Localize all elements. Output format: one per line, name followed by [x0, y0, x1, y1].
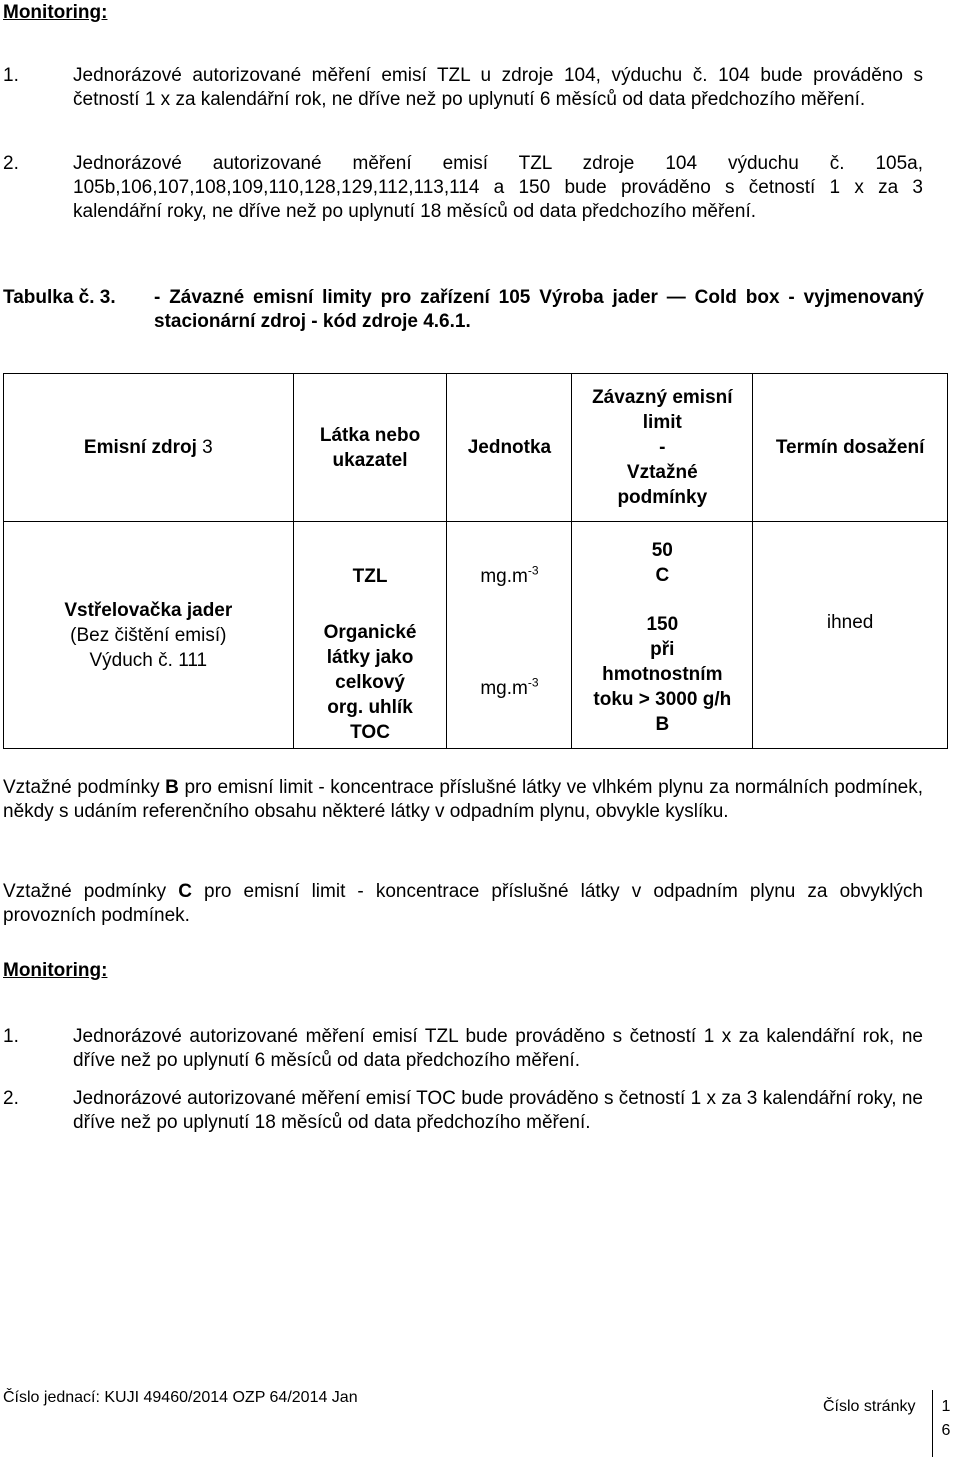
note-c-key: C [178, 881, 192, 902]
bottom-item-2-text: Jednorázové autorizované měření emisí TOC bude prováděno s četností 1 x za 3 kalendářní roky, ne dříve než po uplynutí 18 měsíců od data předchozího měření. [73, 1088, 923, 1133]
substance-cell [293, 522, 447, 749]
unit-tzl-sup: -3 [527, 563, 539, 578]
header-emission-source-sup: 3 [202, 437, 213, 458]
table-caption [3, 286, 924, 334]
substance-toc-group [294, 576, 447, 745]
note-c-text [3, 880, 923, 928]
top-item-2 [3, 152, 923, 224]
substance-toc-line: Organické [323, 622, 417, 643]
note-b-body: pro emisní limit - koncentrace příslušné látky ve vlhkém plynu za normálních podmínek, někdy s udáním referenčního obsahu některé látky v odpadním plynu, obvykle kyslíku. [3, 777, 923, 822]
limit-toc [572, 588, 752, 737]
substance-toc-line: celkový [335, 672, 405, 693]
header-limit-line: Vztažné [626, 462, 698, 483]
note-c [3, 880, 923, 928]
emission-limits-table [3, 373, 948, 749]
bottom-item-1-number: 1. [3, 1026, 19, 1047]
substance-tzl: TZL [352, 566, 388, 587]
note-b [3, 776, 923, 824]
header-limit-line: Závazný emisní [592, 387, 733, 408]
footer-page-label: Číslo stránky [823, 1398, 916, 1415]
monitoring-heading-bottom: Monitoring: [3, 960, 108, 981]
header-limit-line: podmínky [617, 487, 708, 508]
header-limit-line: limit [642, 412, 682, 433]
table-header-row [4, 374, 948, 522]
header-unit: Jednotka [447, 374, 572, 522]
substance-toc-line: látky jako [326, 647, 414, 668]
header-emission-source-label: Emisní zdroj [83, 437, 197, 458]
note-b-text [3, 776, 923, 824]
limit-toc-line: hmotnostním [602, 664, 723, 685]
limit-tzl-line: C [655, 565, 670, 586]
header-emission-source [4, 374, 294, 522]
header-limit-line: - [659, 437, 666, 458]
note-b-key: B [165, 777, 179, 798]
substance-toc-line: org. uhlík [327, 697, 413, 718]
note-b-prefix: Vztažné podmínky [3, 777, 166, 798]
deadline-cell: ihned [753, 522, 948, 749]
source-note: (Bez čištění emisí) [70, 624, 227, 646]
limit-tzl [572, 522, 752, 588]
unit-toc-text: mg.m [480, 678, 528, 699]
limit-toc-line: toku > 3000 g/h [593, 689, 732, 710]
table-caption-label: Tabulka č. 3. [3, 287, 116, 308]
bottom-item-2 [3, 1087, 923, 1135]
limit-cell [572, 522, 753, 749]
source-name: Vstřelovačka jader [64, 599, 233, 621]
note-c-prefix: Vztažné podmínky [3, 881, 179, 902]
source-cell [4, 522, 294, 749]
top-item-1 [3, 64, 923, 112]
table-row [4, 522, 948, 749]
top-item-2-number: 2. [3, 153, 19, 174]
unit-tzl [447, 522, 571, 589]
limit-toc-line: při [650, 639, 675, 660]
unit-cell [447, 522, 572, 749]
top-item-2-text: Jednorázové autorizované měření emisí TZL zdroje 104 výduchu č. 105a, 105b,106,107,108,109,110,128,129,112,113,114 a 150 bude prováděno s četností 1 x za 3 kalendářní roky, ne dříve než po uplynutí 18 měsíců od data předchozího měření. [73, 153, 923, 222]
footer-reference: Číslo jednací: KUJI 49460/2014 OZP 64/2014 Jan [3, 1389, 358, 1406]
footer-page-number: 1 [941, 1398, 951, 1415]
bottom-item-1-text: Jednorázové autorizované měření emisí TZL bude prováděno s četností 1 x za kalendářní rok, ne dříve než po uplynutí 6 měsíců od data předchozího měření. [73, 1026, 923, 1071]
unit-tzl-text: mg.m [480, 566, 528, 587]
substance-toc-line: TOC [350, 722, 390, 743]
header-substance [293, 374, 447, 522]
top-item-1-number: 1. [3, 65, 19, 86]
header-substance-line: ukazatel [332, 449, 408, 471]
bottom-item-1 [3, 1025, 923, 1073]
top-item-1-text: Jednorázové autorizované měření emisí TZL u zdroje 104, výduchu č. 104 bude prováděno s četností 1 x za kalendářní rok, ne dříve než po uplynutí 6 měsíců od data předchozího měření. [73, 65, 923, 110]
limit-tzl-line: 50 [651, 540, 673, 561]
unit-toc-sup: -3 [527, 675, 539, 690]
header-deadline: Termín dosažení [753, 374, 948, 522]
monitoring-heading-top: Monitoring: [3, 2, 108, 23]
footer-page-box [932, 1390, 959, 1457]
bottom-item-2-number: 2. [3, 1088, 19, 1109]
header-substance-line: Látka nebo [319, 424, 421, 446]
unit-toc [447, 589, 571, 701]
footer-page-total: 6 [941, 1422, 951, 1439]
limit-toc-line: 150 [646, 614, 679, 635]
table-caption-text: - Závazné emisní limity pro zařízení 105 Výroba jader — Cold box - vyjmenovaný stacionární zdroj - kód zdroje 4.6.1. [154, 287, 924, 332]
limit-toc-line: B [655, 714, 670, 735]
note-c-body: pro emisní limit - koncentrace příslušné látky v odpadním plynu za obvyklých provozních podmínek. [3, 881, 923, 926]
source-outlet: Výduch č. 111 [89, 649, 208, 671]
header-limit [572, 374, 753, 522]
